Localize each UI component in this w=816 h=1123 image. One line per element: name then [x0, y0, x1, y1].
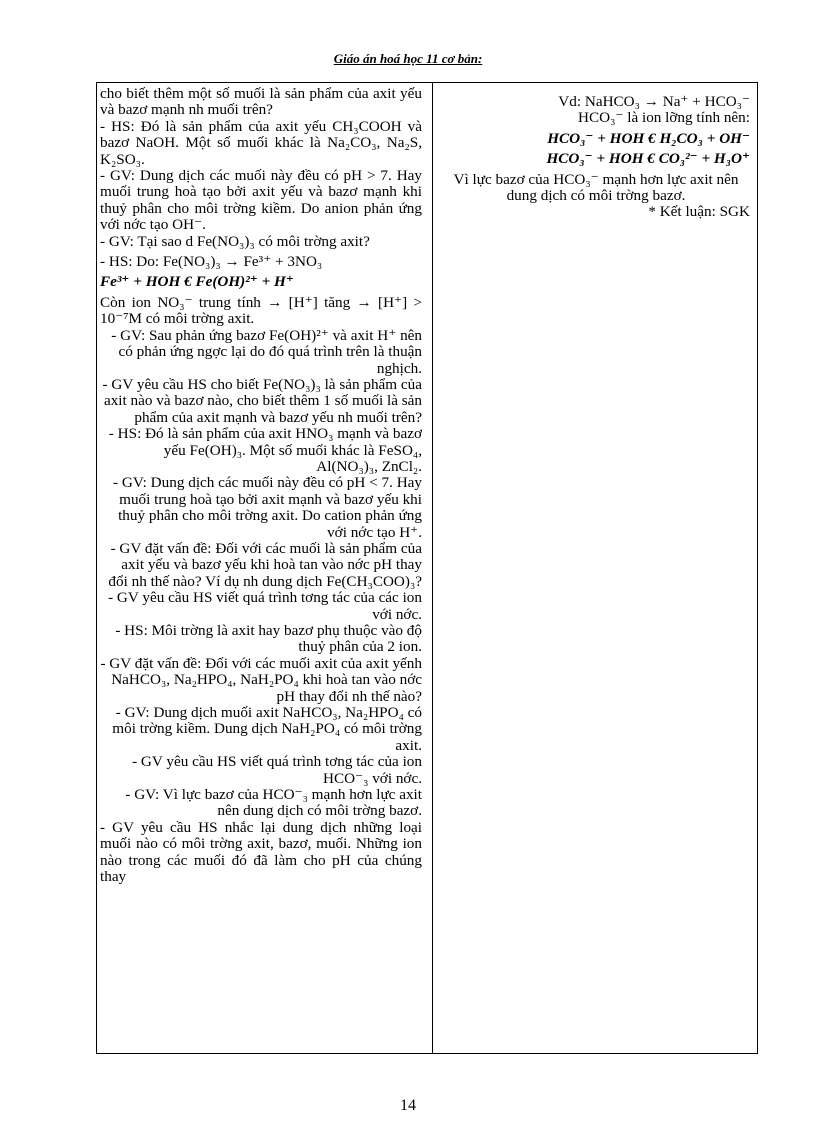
reaction-line: - HS: Do: Fe(NO₃)₃ → Fe³⁺ + 3NO₃ — [100, 253, 323, 271]
paragraph: - GV yêu cầu HS nhắc lại dung dịch những loại muối nào có môi trờng axit, bazơ, muối. Những ion nào trong các muối đó đã làm cho pH của chúng thay — [100, 818, 422, 886]
paragraph: - HS: Đó là sản phẩm của axit yếu CH₃COOH và bazơ NaOH. Một số muối khác là Na₂CO₃, Na₂S, K₂SO₃. — [100, 117, 422, 168]
paragraph: - GV: Dung dịch các muối này đều có pH < 7. Hay muối trung hoà tạo bởi axit mạnh và bazơ yếu khi thuỷ phân cho môi trờng axit. Do cation phản ứng với nớc tạo H⁺. — [113, 474, 422, 541]
hydrolysis-equation: HCO₃⁻ + HOH € CO₃²⁻ + H₃O⁺ — [546, 150, 750, 168]
page-header-title: Giáo án hoá học 11 cơ bản: — [333, 51, 483, 66]
paragraph: - GV: Dung dịch các muối này đều có pH > 7. Hay muối trung hoà tạo bởi axit yếu và bazơ mạnh khi thuỷ phân cho môi trờng kiềm. Do anion phản ứng với nớc tạo OH⁻. — [100, 167, 422, 234]
page-number: 14 — [400, 1097, 416, 1114]
teacher-student-activity-column — [100, 86, 422, 1052]
paragraph: HCO₃⁻ là ion lỡng tính nên: — [578, 109, 750, 127]
paragraph: - GV yêu cầu HS cho biết Fe(NO₃)₃ là sản phẩm của axit nào và bazơ nào, cho biết thêm 1 số muối là sản phẩm của axit mạnh và bazơ yếu nh muối trên? — [102, 375, 422, 426]
paragraph: - GV đặt vấn đề: Đối với các muối là sản phẩm của axit yếu và bazơ yếu khi hoà tan vào nớc pH thay đổi nh thế nào? Ví dụ nh dung dịch Fe(CH₃COO)₃? — [108, 539, 422, 590]
paragraph: - GV: Dung dịch muối axit NaHCO₃, Na₂HPO₄ có môi trờng kiềm. Dung dịch NaH₂PO₄ có môi trờng axit. — [112, 704, 422, 754]
paragraph: - GV: Vì lực bazơ của HCO⁻₃ mạnh hơn lực axit nên dung dịch có môi trờng bazơ. — [125, 786, 422, 820]
paragraph: Vì lực bazơ của HCO₃⁻ mạnh hơn lực axit nên dung dịch có môi trờng bazơ. — [453, 170, 739, 205]
column-divider — [432, 82, 433, 1054]
paragraph: - HS: Đó là sản phẩm của axit HNO₃ mạnh và bazơ yếu Fe(OH)₃. Một số muối khác là FeSO₄, Al(NO₃)₃, ZnCl₂. — [108, 425, 422, 475]
paragraph: cho biết thêm một số muối là sản phẩm của axit yếu và bazơ mạnh nh muối trên? — [100, 86, 422, 119]
content-column — [442, 94, 750, 221]
paragraph: - GV đặt vấn đề: Đối với các muối axit của axit yếnh NaHCO₃, Na₂HPO₄, NaH₂PO₄ khi hoà tan vào nớc pH thay đổi nh thế nào? — [100, 654, 422, 705]
conclusion-line: * Kết luận: SGK — [648, 203, 750, 221]
paragraph: - GV yêu cầu HS viết quá trình tơng tác của ion HCO⁻₃ với nớc. — [132, 753, 422, 787]
paragraph: - GV: Tại sao d Fe(NO₃)₃ có môi trờng axit? — [100, 232, 370, 250]
paragraph: - GV yêu cầu HS viết quá trình tơng tác của các ion với nớc. — [108, 589, 422, 623]
paragraph: Còn ion NO₃⁻ trung tính → [H⁺] tăng → [H⁺] > 10⁻⁷M có môi trờng axit. — [100, 293, 422, 328]
example-reaction: Vd: NaHCO₃ → Na⁺ + HCO₃⁻ — [558, 93, 750, 110]
paragraph: - GV: Sau phản ứng bazơ Fe(OH)²⁺ và axit H⁺ nên có phản ứng ngợc lại do đó quá trình trên là thuận nghịch. — [111, 326, 422, 377]
hydrolysis-equation: Fe³⁺ + HOH € Fe(OH)²⁺ + H⁺ — [100, 273, 294, 291]
paragraph: - HS: Môi trờng là axit hay bazơ phụ thuộc vào độ thuỷ phân của 2 ion. — [115, 622, 422, 656]
hydrolysis-equation: HCO₃⁻ + HOH € H₂CO₃ + OH⁻ — [547, 129, 750, 147]
